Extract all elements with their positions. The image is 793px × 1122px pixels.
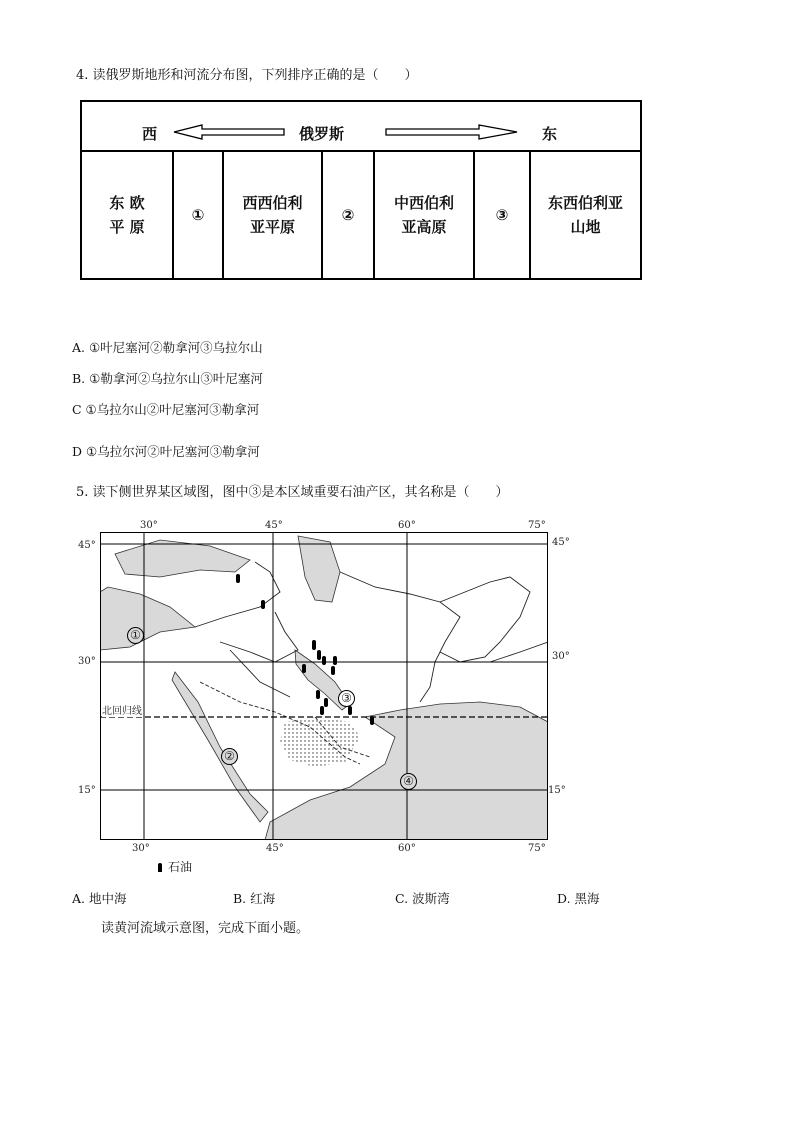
map-bottom-tick-30: 30° <box>132 843 150 854</box>
oil-icon <box>158 863 162 872</box>
q4-option-c[interactable]: C ①乌拉尔山②叶尼塞河③勒拿河 <box>72 402 260 417</box>
cell-blank-3: ③ <box>474 151 530 279</box>
q5-option-b[interactable]: B. 红海 <box>233 891 276 906</box>
center-label: 俄罗斯 <box>299 125 345 143</box>
q4-option-a[interactable]: A. ①叶尼塞河②勒拿河③乌拉尔山 <box>72 340 263 355</box>
east-label: 东 <box>542 125 558 143</box>
cell-central-siberian-plateau: 中西伯利 亚高原 <box>374 151 474 279</box>
cell-east-european-plain: 东 欧 平 原 <box>81 151 173 279</box>
cell-east-siberian-mountains: 东西伯利亚 山地 <box>530 151 641 279</box>
map-left-tick-45: 45° <box>78 540 96 551</box>
map-bottom-tick-75: 75° <box>528 843 546 854</box>
yellow-river-intro: 读黄河流域示意图，完成下面小题。 <box>101 921 310 936</box>
map-bottom-tick-45: 45° <box>266 843 284 854</box>
marker-4: ④ <box>400 773 417 790</box>
map-right-tick-45: 45° <box>552 537 570 548</box>
legend-label: 石油 <box>168 860 193 874</box>
marker-3: ③ <box>338 690 355 707</box>
map-top-tick-45: 45° <box>265 520 283 531</box>
east-arrow-icon <box>384 124 519 140</box>
q5-option-c[interactable]: C. 波斯湾 <box>395 891 450 906</box>
black-sea <box>115 540 250 577</box>
red-sea <box>172 672 268 822</box>
middle-east-map <box>100 532 548 840</box>
cell-blank-1: ① <box>173 151 223 279</box>
cell-west-siberian-plain: 西西伯利 亚平原 <box>223 151 322 279</box>
marker-2: ② <box>221 748 238 765</box>
question-5-stem: 5. 读下侧世界某区域图，图中③是本区域重要石油产区，其名称是（ ） <box>76 485 509 500</box>
map-top-tick-60: 60° <box>398 520 416 531</box>
tropic-label: 北回归线 <box>102 702 142 717</box>
q4-option-d[interactable]: D ①乌拉尔河②叶尼塞河③勒拿河 <box>72 444 260 459</box>
west-label: 西 <box>142 125 158 143</box>
map-top-tick-75: 75° <box>528 520 546 531</box>
map-right-tick-30: 30° <box>552 651 570 662</box>
question-4-stem: 4. 读俄罗斯地形和河流分布图，下列排序正确的是（ ） <box>76 68 418 83</box>
russia-terrain-table <box>80 100 642 280</box>
west-arrow-icon <box>172 124 287 140</box>
map-bottom-tick-60: 60° <box>398 843 416 854</box>
q5-option-a[interactable]: A. 地中海 <box>72 891 127 906</box>
map-left-tick-15: 15° <box>78 785 96 796</box>
direction-header <box>82 102 640 150</box>
map-right-tick-15: 15° <box>548 785 566 796</box>
map-legend <box>158 858 192 875</box>
marker-1: ① <box>127 627 144 644</box>
cell-blank-2: ② <box>322 151 374 279</box>
map-top-tick-30: 30° <box>140 520 158 531</box>
mediterranean-sea <box>100 587 195 650</box>
q4-option-b[interactable]: B. ①勒拿河②乌拉尔山③叶尼塞河 <box>72 371 263 386</box>
caspian-sea <box>298 536 340 602</box>
desert-region <box>280 717 360 767</box>
map-left-tick-30: 30° <box>78 656 96 667</box>
q5-option-d[interactable]: D. 黑海 <box>557 891 600 906</box>
